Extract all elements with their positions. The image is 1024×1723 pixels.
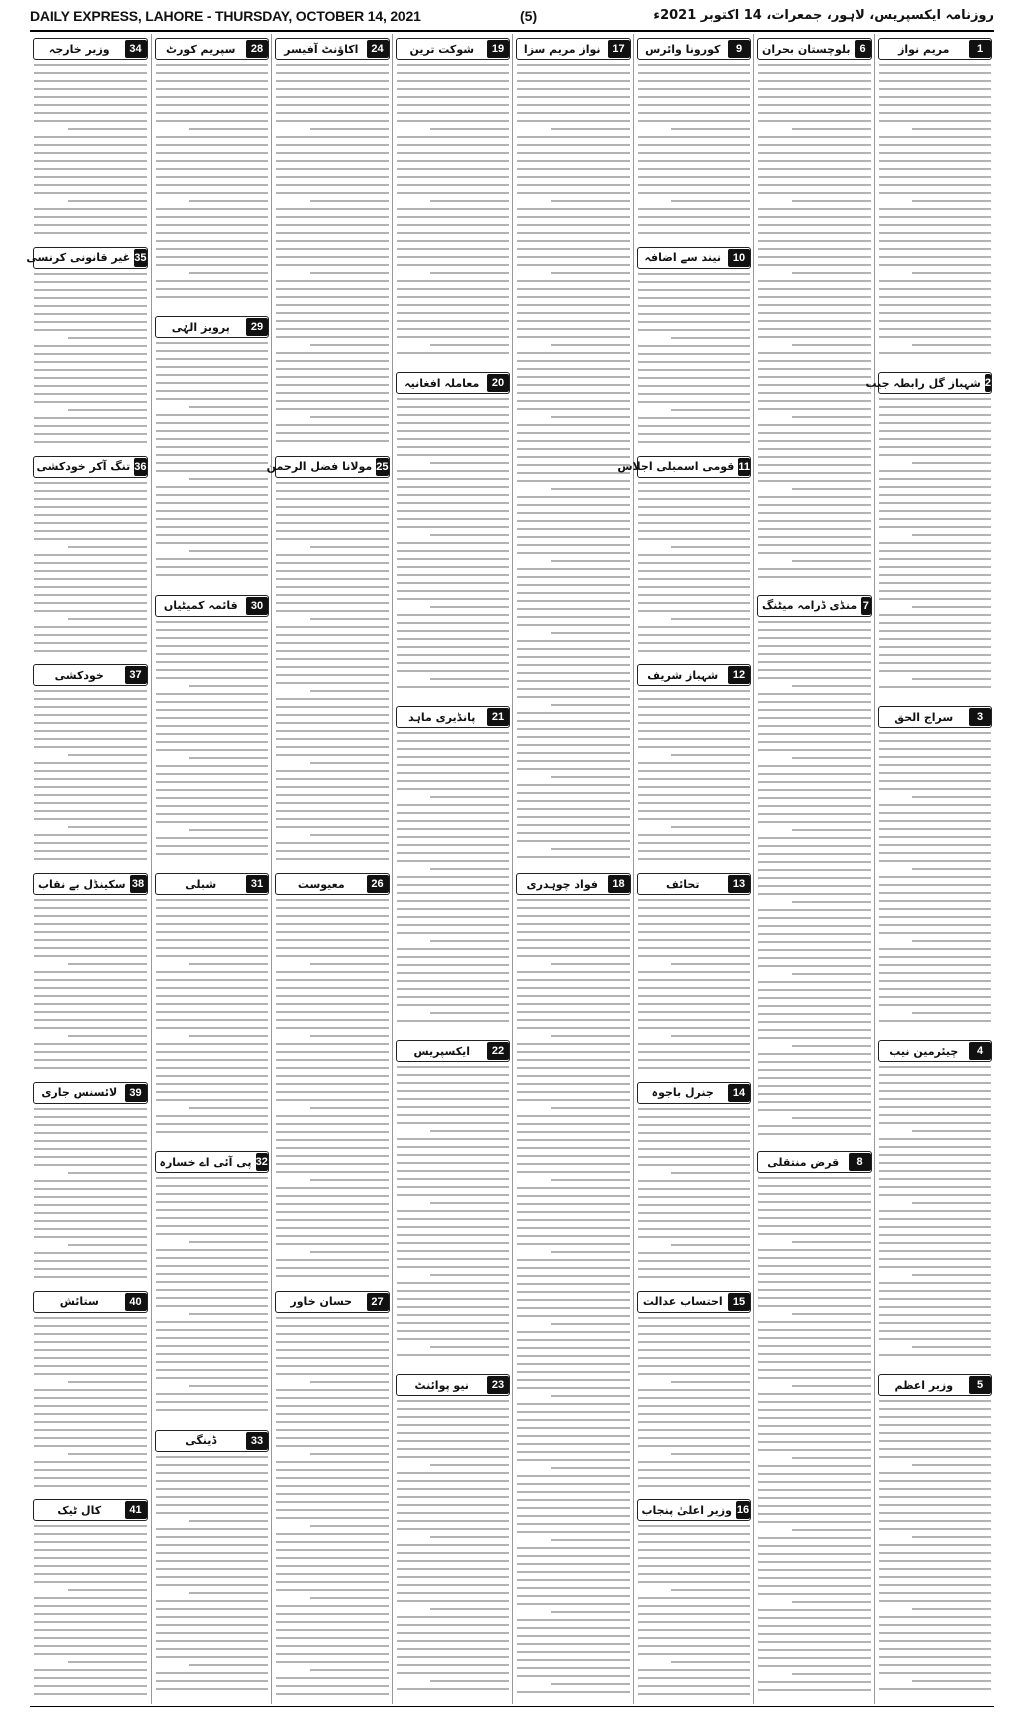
story-title: قائمہ کمیٹیاں bbox=[163, 599, 238, 613]
story-body-text bbox=[276, 1317, 389, 1701]
story-number: 18 bbox=[608, 875, 630, 893]
story-title: اکاؤنٹ آفیسر bbox=[284, 42, 359, 56]
story-title: سراج الحق bbox=[894, 710, 954, 724]
story-title: پانڈیری ماہد bbox=[408, 710, 476, 724]
story-title: ستائش bbox=[59, 1295, 99, 1308]
story-number: 23 bbox=[487, 1376, 509, 1394]
story-number: 39 bbox=[125, 1084, 147, 1102]
story-number: 22 bbox=[487, 1042, 509, 1060]
story-body-text bbox=[638, 273, 751, 449]
story-body-text bbox=[879, 64, 992, 360]
story-title: کال ٹیک bbox=[57, 1503, 102, 1517]
story-body-text bbox=[397, 398, 510, 694]
story-heading bbox=[637, 247, 752, 269]
story-number: 20 bbox=[487, 374, 509, 392]
story-title: قومی اسمبلی اجلاس bbox=[617, 460, 735, 473]
news-column bbox=[753, 34, 875, 1704]
story-heading bbox=[266, 456, 390, 478]
news-column bbox=[266, 34, 393, 1704]
story-body-text bbox=[879, 398, 992, 694]
story-body-text bbox=[638, 1525, 751, 1701]
story-body-text bbox=[397, 1400, 510, 1696]
story-body-text bbox=[34, 690, 147, 866]
story-title: خودکشی bbox=[54, 668, 104, 682]
story-heading bbox=[637, 1082, 752, 1104]
news-column bbox=[512, 34, 634, 1704]
story-title: نیو پوائنٹ bbox=[414, 1378, 469, 1392]
story-number: 21 bbox=[487, 708, 509, 726]
story-title: ایکسپریس bbox=[413, 1044, 470, 1058]
masthead-right-title: روزنامہ ایکسپریس، لاہور، جمعرات، 14 اکتوبر 2021ء bbox=[653, 8, 994, 23]
story-heading bbox=[33, 873, 148, 895]
story-number: 38 bbox=[130, 875, 147, 893]
story-number: 1 bbox=[969, 40, 991, 58]
story-title: وزیر اعظم bbox=[894, 1378, 954, 1392]
story-body-text bbox=[758, 64, 871, 584]
story-title: مولانا فضل الرحمن bbox=[266, 460, 373, 473]
story-number: 16 bbox=[736, 1501, 750, 1519]
story-number: 8 bbox=[849, 1153, 871, 1171]
bottom-rule bbox=[30, 1706, 994, 1707]
story-title: سکینڈل بے نقاب bbox=[38, 877, 126, 891]
story-number: 25 bbox=[376, 458, 388, 476]
story-number: 5 bbox=[969, 1376, 991, 1394]
story-body-text bbox=[156, 1177, 269, 1417]
story-title: نواز مریم سزا bbox=[523, 42, 601, 56]
story-number: 37 bbox=[125, 666, 147, 684]
story-number: 32 bbox=[256, 1153, 268, 1171]
story-title: شبلی bbox=[185, 877, 217, 891]
story-heading bbox=[33, 38, 148, 60]
story-body-text bbox=[397, 1066, 510, 1362]
story-heading bbox=[275, 38, 390, 60]
story-number: 26 bbox=[367, 875, 389, 893]
story-title: جنرل باجوہ bbox=[651, 1086, 714, 1100]
story-body-text bbox=[276, 899, 389, 1283]
story-body-text bbox=[156, 64, 269, 304]
story-title: منڈی ڈرامہ میٹنگ bbox=[762, 599, 858, 613]
story-heading bbox=[865, 372, 993, 394]
story-body-text bbox=[34, 899, 147, 1075]
story-number: 11 bbox=[738, 458, 750, 476]
story-body-text bbox=[156, 1456, 269, 1696]
story-title: وزیر خارجہ bbox=[48, 42, 110, 56]
story-heading bbox=[275, 873, 390, 895]
story-heading bbox=[878, 1040, 993, 1062]
newspaper-columns bbox=[26, 34, 994, 1704]
story-title: ڈینگی bbox=[185, 1434, 217, 1448]
news-column bbox=[151, 34, 273, 1704]
story-body-text bbox=[34, 273, 147, 449]
story-title: لائسنس جاری bbox=[41, 1086, 118, 1100]
story-title: وزیر اعلیٰ پنجاب bbox=[641, 1503, 732, 1517]
story-number: 4 bbox=[969, 1042, 991, 1060]
story-number: 17 bbox=[608, 40, 630, 58]
story-title: قرض منتقلی bbox=[767, 1155, 840, 1169]
news-column bbox=[26, 34, 151, 1704]
story-body-text bbox=[34, 482, 147, 658]
story-number: 14 bbox=[728, 1084, 750, 1102]
page-number: (5) bbox=[520, 8, 538, 24]
story-heading bbox=[637, 1291, 752, 1313]
story-heading bbox=[516, 873, 631, 895]
story-heading bbox=[516, 38, 631, 60]
story-number: 24 bbox=[367, 40, 389, 58]
story-title: شہباز گل رابطہ جیب bbox=[865, 376, 981, 390]
story-number: 31 bbox=[246, 875, 268, 893]
story-number: 3 bbox=[969, 708, 991, 726]
story-title: فواد چوہدری bbox=[526, 877, 598, 891]
story-title: چیئرمین نیب bbox=[889, 1044, 959, 1058]
story-heading bbox=[878, 706, 993, 728]
story-title: کورونا وائرس bbox=[645, 42, 721, 56]
story-heading bbox=[33, 1082, 148, 1104]
story-heading bbox=[396, 38, 511, 60]
story-number: 10 bbox=[728, 249, 750, 267]
story-number: 34 bbox=[125, 40, 147, 58]
story-title: نیند سے اضافہ bbox=[644, 251, 722, 265]
story-number: 41 bbox=[125, 1501, 147, 1519]
story-body-text bbox=[397, 732, 510, 1028]
story-heading bbox=[396, 1040, 511, 1062]
story-body-text bbox=[156, 899, 269, 1139]
story-number: 36 bbox=[134, 458, 146, 476]
story-body-text bbox=[34, 1525, 147, 1701]
story-heading bbox=[396, 1374, 511, 1396]
story-heading bbox=[33, 456, 148, 478]
story-body-text bbox=[879, 1066, 992, 1362]
story-body-text bbox=[638, 64, 751, 240]
story-heading bbox=[757, 1151, 872, 1173]
story-body-text bbox=[638, 1317, 751, 1493]
story-heading bbox=[33, 664, 148, 686]
story-heading bbox=[878, 38, 993, 60]
story-heading bbox=[26, 247, 148, 269]
story-body-text bbox=[638, 690, 751, 866]
story-title: پرویز الہٰی bbox=[171, 320, 230, 334]
story-title: شوکت ترین bbox=[409, 42, 475, 56]
story-number: 7 bbox=[861, 597, 870, 615]
story-body-text bbox=[638, 482, 751, 658]
story-number: 30 bbox=[246, 597, 268, 615]
story-number: 2 bbox=[985, 374, 991, 392]
story-heading bbox=[757, 38, 872, 60]
story-body-text bbox=[156, 621, 269, 861]
story-heading bbox=[878, 1374, 993, 1396]
story-title: بلوچستان بحران bbox=[762, 42, 851, 56]
story-body-text bbox=[517, 899, 630, 1699]
story-number: 27 bbox=[367, 1293, 389, 1311]
story-heading bbox=[155, 1151, 270, 1173]
story-title: تحائف bbox=[666, 877, 700, 891]
story-heading bbox=[637, 664, 752, 686]
story-number: 15 bbox=[728, 1293, 750, 1311]
story-body-text bbox=[879, 732, 992, 1028]
story-body-text bbox=[276, 482, 389, 866]
story-body-text bbox=[276, 64, 389, 448]
story-body-text bbox=[156, 342, 269, 582]
story-number: 12 bbox=[728, 666, 750, 684]
story-number: 28 bbox=[246, 40, 268, 58]
story-body-text bbox=[758, 1177, 871, 1697]
story-heading bbox=[155, 1430, 270, 1452]
story-number: 13 bbox=[728, 875, 750, 893]
story-number: 6 bbox=[855, 40, 871, 58]
story-number: 9 bbox=[728, 40, 750, 58]
story-heading bbox=[396, 372, 511, 394]
story-heading bbox=[396, 706, 511, 728]
story-heading bbox=[617, 456, 752, 478]
story-body-text bbox=[638, 899, 751, 1075]
story-heading bbox=[155, 316, 270, 338]
story-heading bbox=[155, 873, 270, 895]
story-number: 33 bbox=[246, 1432, 268, 1450]
story-body-text bbox=[34, 1108, 147, 1284]
story-title: غیر قانونی کرنسی bbox=[26, 251, 131, 265]
story-heading bbox=[637, 873, 752, 895]
story-body-text bbox=[758, 621, 871, 1141]
story-number: 35 bbox=[134, 249, 146, 267]
story-heading bbox=[275, 1291, 390, 1313]
story-title: احتساب عدالت bbox=[642, 1295, 723, 1308]
story-title: معاملہ افغانیہ bbox=[404, 376, 480, 390]
story-number: 19 bbox=[487, 40, 509, 58]
story-heading bbox=[757, 595, 872, 617]
story-heading bbox=[33, 1499, 148, 1521]
news-column bbox=[865, 34, 996, 1704]
story-title: سپریم کورٹ bbox=[166, 42, 236, 56]
story-title: شہباز شریف bbox=[647, 668, 719, 682]
masthead bbox=[30, 6, 994, 32]
story-number: 40 bbox=[125, 1293, 147, 1311]
story-number: 29 bbox=[246, 318, 268, 336]
story-body-text bbox=[397, 64, 510, 360]
story-title: حسان خاور bbox=[290, 1295, 353, 1308]
story-heading bbox=[637, 38, 752, 60]
story-body-text bbox=[34, 1317, 147, 1493]
story-body-text bbox=[638, 1108, 751, 1284]
story-title: معیوست bbox=[297, 877, 345, 891]
news-column bbox=[392, 34, 514, 1704]
story-body-text bbox=[34, 64, 147, 240]
story-body-text bbox=[879, 1400, 992, 1696]
story-title: پی آئی اے خسارہ bbox=[159, 1155, 252, 1169]
story-title: تنگ آکر خودکشی bbox=[36, 460, 131, 473]
story-heading bbox=[637, 1499, 752, 1521]
story-heading bbox=[155, 38, 270, 60]
story-title: مریم نواز bbox=[898, 42, 950, 56]
story-heading bbox=[33, 1291, 148, 1313]
story-heading bbox=[155, 595, 270, 617]
masthead-left-title: DAILY EXPRESS, LAHORE - THURSDAY, OCTOBER 14, 2021 bbox=[30, 8, 421, 24]
